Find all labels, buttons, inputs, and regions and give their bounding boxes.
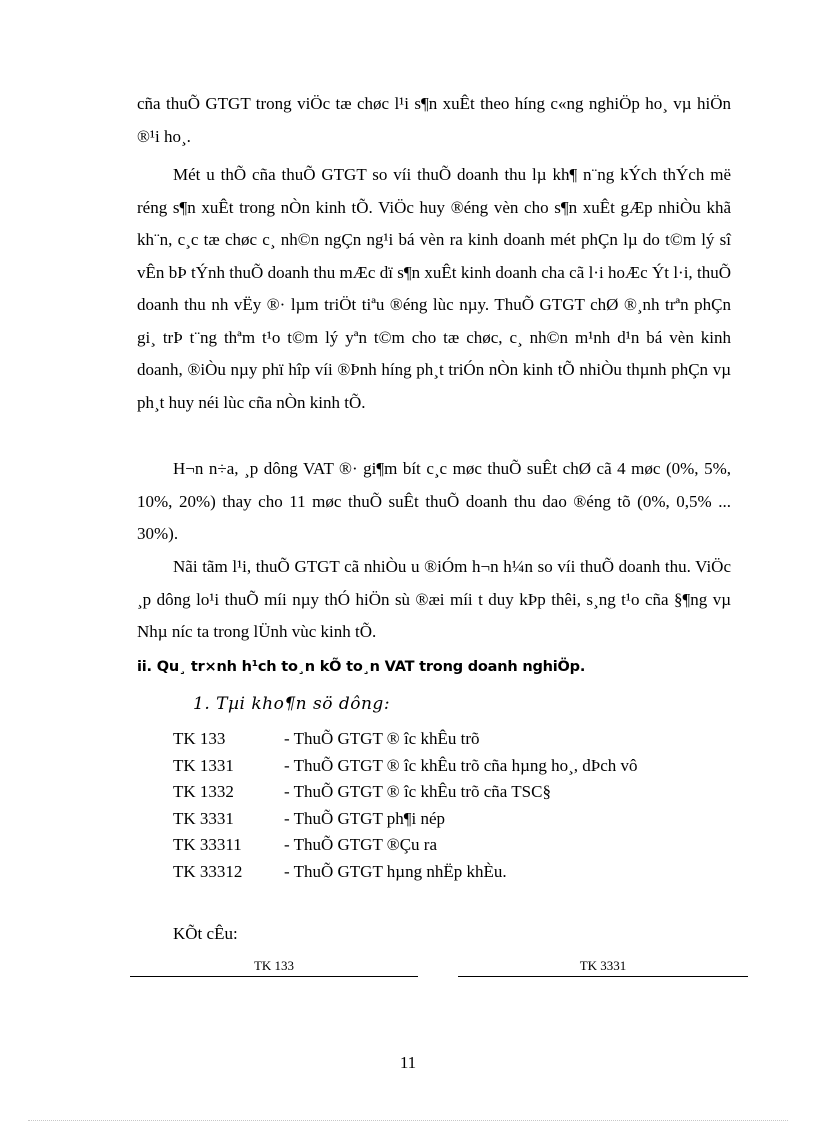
paragraph-conclusion: Nãi tãm l¹i, thuÕ GTGT cã nhiÒu u ®iÓm h¬n h¼n so víi thuÕ doanh thu. ViÖc ¸p dông lo¹i thuÕ míi nµy thÓ hiÖn sù ®æi míi t duy kÞp thêi, s¸ng t¹o cña §¶ng vµ Nhµ níc ta trong lÜnh vùc kinh tÕ. <box>137 557 731 641</box>
paragraph-continuation: cña thuÕ GTGT trong viÖc tæ chøc l¹i s¶n xuÊt theo híng c«ng nghiÖp ho¸ vµ hiÖn ®¹i ho¸. <box>137 94 731 146</box>
account-code: TK 1331 <box>173 755 234 775</box>
account-code: TK 33311 <box>173 835 242 854</box>
account-description: - ThuÕ GTGT ph¶i nép <box>284 808 446 828</box>
structure-label: KÕt cÊu: <box>173 924 238 943</box>
account-code: TK 1332 <box>173 782 234 801</box>
paragraph-advantage: Mét u thÕ cña thuÕ GTGT so víi thuÕ doanh thu lµ kh¶ n¨ng kÝch thÝch më réng s¶n xuÊt trong nÒn kinh tÕ. ViÖc huy ®éng vèn cho s¶n xuÊt gÆp nhiÒu khã kh¨n, c¸c tæ chøc c¸ nh©n ngÇn ng¹i bá vèn ra kinh doanh mét phÇn lµ do t©m lý sî vÊn bÞ tÝnh thuÕ doanh thu mÆc dï s¶n xuÊt kinh doanh cha cã l·i hoÆc Ýt l·i, thuÕ doanh thu nh vËy ®· lµm triÖt tiªu ®éng lùc nµy. ThuÕ GTGT chØ ®¸nh trªn phÇn gi¸ trÞ t¨ng thªm t¹o t©m lý yªn t©m cho tæ chøc, c¸ nh©n m¹nh d¹n bá vèn kinh doanh, ®iÒu nµy phï hîp víi ®Þnh híng ph¸t triÓn nÒn kinh tÕ nhiÒu thµnh phÇn vµ ph¸t huy néi lùc cña nÒn kinh tÕ. <box>137 165 731 412</box>
subsection-heading: 1. Tµi kho¶n sö dông: <box>193 694 391 714</box>
account-list <box>173 726 638 885</box>
account-description: - ThuÕ GTGT ® îc khÊu trõ cña hµng ho¸, dÞch vô <box>284 755 638 775</box>
t-account-header-133: TK 133 <box>130 958 418 977</box>
account-code: TK 3331 <box>173 808 234 828</box>
account-description: - ThuÕ GTGT ® îc khÊu trõ <box>284 729 480 748</box>
account-row <box>173 832 638 859</box>
section-heading: ii. Qu¸ tr×nh h¹ch to¸n kÕ to¸n VAT trong doanh nghiÖp. <box>137 659 586 675</box>
account-row <box>173 806 638 833</box>
account-description: - ThuÕ GTGT ® îc khÊu trõ cña TSC§ <box>284 782 551 801</box>
page-bottom-divider <box>28 1120 788 1121</box>
account-code: TK 33312 <box>173 861 243 881</box>
account-description: - ThuÕ GTGT hµng nhËp khÈu. <box>284 861 507 881</box>
page-number: 11 <box>399 1053 417 1072</box>
account-row <box>173 859 638 886</box>
account-row <box>173 753 638 780</box>
account-row <box>173 726 638 753</box>
account-description: - ThuÕ GTGT ®Çu ra <box>284 835 437 854</box>
paragraph-tax-rates: H¬n n÷a, ¸p dông VAT ®· gi¶m bít c¸c møc thuÕ suÊt chØ cã 4 møc (0%, 5%, 10%, 20%) thay cho 11 møc thuÕ suÊt thuÕ doanh thu dao ®éng tõ (0%, 0,5% ... 30%). <box>137 459 731 543</box>
account-row <box>173 779 638 806</box>
account-code: TK 133 <box>173 729 226 748</box>
t-account-header-3331: TK 3331 <box>458 958 748 977</box>
